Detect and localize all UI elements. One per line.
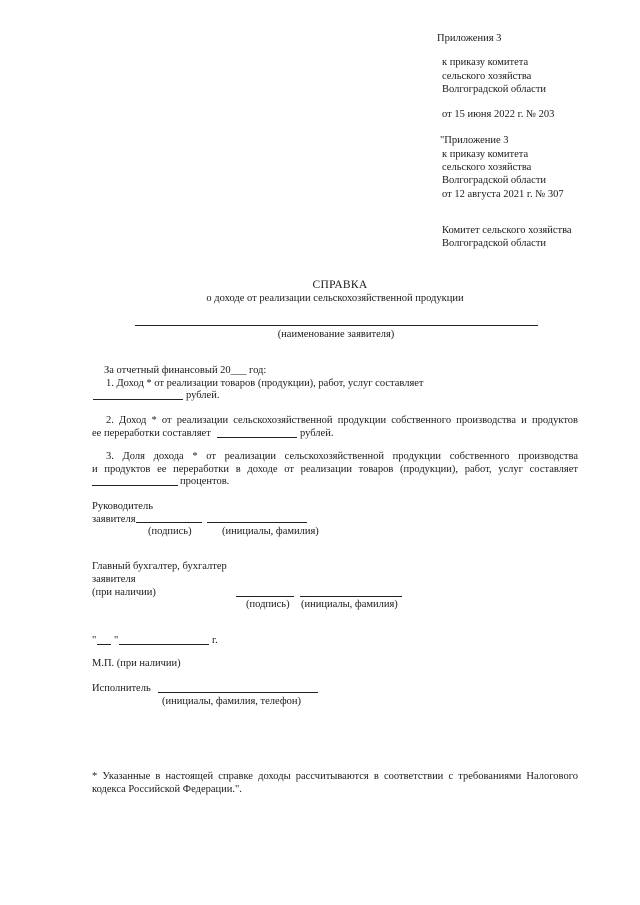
- head-sign-caption: (подпись): [148, 526, 192, 537]
- prev-order-ref-line-3: Волгоградской области: [442, 175, 547, 186]
- footnote-line-1: * Указанные в настоящей справке доходы рассчитываются в соответствии с требованиями Налогового: [92, 771, 578, 782]
- item-3-unit: процентов.: [180, 476, 230, 487]
- accountant-name-field: [300, 596, 402, 597]
- item-1-text: 1. Доход * от реализации товаров (продукции), работ, услуг составляет: [106, 378, 424, 389]
- executor-field: [158, 692, 318, 693]
- applicant-name-field: [135, 325, 538, 326]
- date-quote-open: ": [92, 635, 97, 646]
- prev-appendix-label: "Приложение 3: [440, 135, 509, 146]
- document-subtitle: о доходе от реализации сельскохозяйственной продукции: [206, 293, 464, 304]
- head-label-1: Руководитель: [92, 501, 153, 512]
- order-ref-line-1: к приказу комитета: [442, 57, 529, 68]
- item-2-text: 2. Доход * от реализации сельскохозяйственной продукции собственного производства и продуктов: [106, 415, 578, 426]
- date-year-suffix: г.: [212, 635, 218, 646]
- date-quote-close: ": [114, 635, 119, 646]
- accountant-label-1: Главный бухгалтер, бухгалтер: [92, 561, 227, 572]
- accountant-signature-field: [236, 596, 294, 597]
- head-name-field: [207, 522, 307, 523]
- head-signature-field: [136, 522, 202, 523]
- order-date: от 15 июня 2022 г. № 203: [442, 109, 555, 120]
- item-3-text-cont: и продуктов ее переработки в доходе от реализации товаров (продукции), работ, услуг составляет: [92, 464, 578, 475]
- executor-label: Исполнитель: [92, 683, 151, 694]
- item-3-percent-field: [92, 485, 178, 486]
- date-month-year-field: [119, 644, 209, 645]
- item-2-text-cont: ее переработки составляет: [92, 428, 211, 439]
- date-day-field: [97, 644, 111, 645]
- appendix-label: Приложения 3: [437, 33, 502, 44]
- head-name-caption: (инициалы, фамилия): [222, 526, 319, 537]
- recipient-line-2: Волгоградской области: [442, 238, 547, 249]
- item-3-text: 3. Доля дохода * от реализации сельскохозяйственной продукции собственного производства: [106, 451, 578, 462]
- item-1-unit: рублей.: [186, 390, 220, 401]
- executor-caption: (инициалы, фамилия, телефон): [162, 696, 302, 707]
- accountant-sign-caption: (подпись): [246, 599, 290, 610]
- applicant-caption: (наименование заявителя): [277, 329, 395, 340]
- order-ref-line-3: Волгоградской области: [442, 84, 547, 95]
- accountant-name-caption: (инициалы, фамилия): [301, 599, 398, 610]
- stamp-label: М.П. (при наличии): [92, 658, 181, 669]
- item-2-amount-field: [217, 437, 297, 438]
- accountant-label-2: заявителя: [92, 574, 136, 585]
- item-2-unit: рублей.: [300, 428, 334, 439]
- recipient-line-1: Комитет сельского хозяйства: [442, 225, 572, 236]
- prev-order-ref-line-2: сельского хозяйства: [442, 162, 532, 173]
- footnote-line-2: кодекса Российской Федерации.".: [92, 784, 242, 795]
- prev-order-date: от 12 августа 2021 г. № 307: [442, 189, 564, 200]
- head-label-2: заявителя: [92, 514, 136, 525]
- item-1-amount-field: [93, 399, 183, 400]
- accountant-label-3: (при наличии): [92, 587, 156, 598]
- prev-order-ref-line-1: к приказу комитета: [442, 149, 529, 160]
- document-title: СПРАВКА: [312, 279, 368, 291]
- reporting-period: За отчетный финансовый 20___ год:: [104, 365, 267, 376]
- order-ref-line-2: сельского хозяйства: [442, 71, 532, 82]
